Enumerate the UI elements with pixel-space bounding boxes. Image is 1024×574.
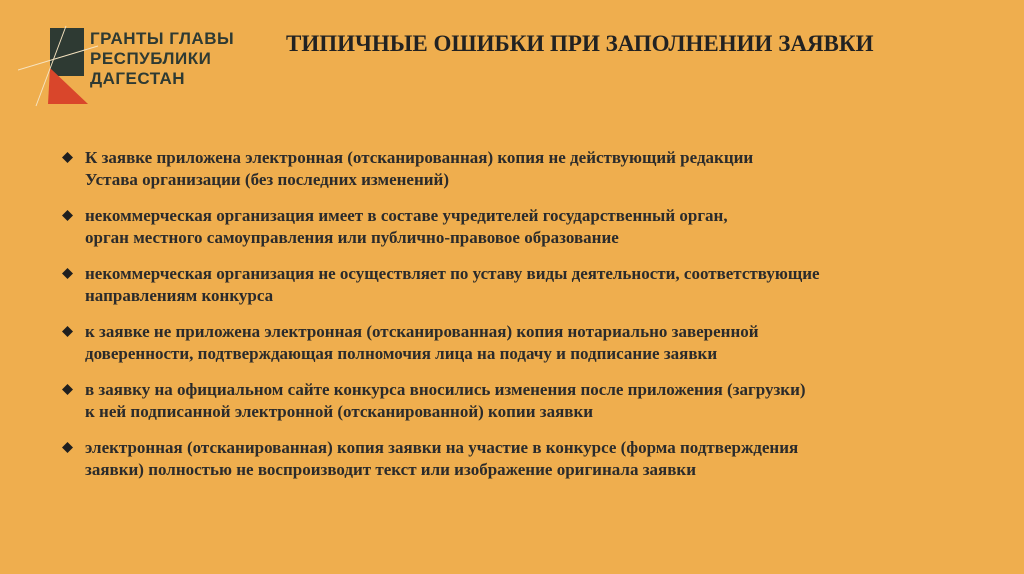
list-item: [60, 147, 960, 191]
diamond-bullet-icon: [62, 442, 73, 453]
list-item: [60, 263, 960, 307]
list-item: [60, 321, 960, 365]
bullet-line: Устава организации (без последних изменений): [85, 170, 450, 189]
bullet-line: некоммерческая организация не осуществляет по уставу виды деятельности, соответствующие: [85, 264, 820, 283]
bullet-line: орган местного самоуправления или публично-правовое образование: [85, 228, 619, 247]
bullet-line: К заявке приложена электронная (отсканированная) копия не действующий редакции: [85, 148, 754, 167]
list-item: [60, 379, 960, 423]
bullet-line: направлениям конкурса: [85, 286, 274, 305]
bullet-line: к заявке не приложена электронная (отсканированная) копия нотариально заверенной: [85, 322, 759, 341]
bullet-line: к ней подписанной электронной (отсканированной) копии заявки: [85, 402, 594, 421]
bullet-line: электронная (отсканированная) копия заявки на участие в конкурсе (форма подтверждения: [85, 438, 799, 457]
slide-title: ТИПИЧНЫЕ ОШИБКИ ПРИ ЗАПОЛНЕНИИ ЗАЯВКИ: [286, 31, 874, 56]
bullet-line: в заявку на официальном сайте конкурса вносились изменения после приложения (загрузки): [85, 380, 806, 399]
bullet-list: [60, 147, 960, 495]
diamond-bullet-icon: [62, 152, 73, 163]
diamond-bullet-icon: [62, 326, 73, 337]
diamond-bullet-icon: [62, 210, 73, 221]
logo-text-line-3: ДАГЕСТАН: [90, 69, 186, 88]
bullet-line: заявки) полностью не воспроизводит текст или изображение оригинала заявки: [85, 460, 696, 479]
list-item: [60, 437, 960, 481]
bullet-line: доверенности, подтверждающая полномочия лица на подачу и подписание заявки: [85, 344, 718, 363]
diamond-bullet-icon: [62, 268, 73, 279]
logo: [18, 18, 258, 108]
logo-text-line-1: ГРАНТЫ ГЛАВЫ: [90, 29, 235, 48]
list-item: [60, 205, 960, 249]
bullet-line: некоммерческая организация имеет в составе учредителей государственный орган,: [85, 206, 728, 225]
logo-text: [90, 29, 234, 89]
logo-text-line-2: РЕСПУБЛИКИ: [90, 49, 212, 68]
diamond-bullet-icon: [62, 384, 73, 395]
